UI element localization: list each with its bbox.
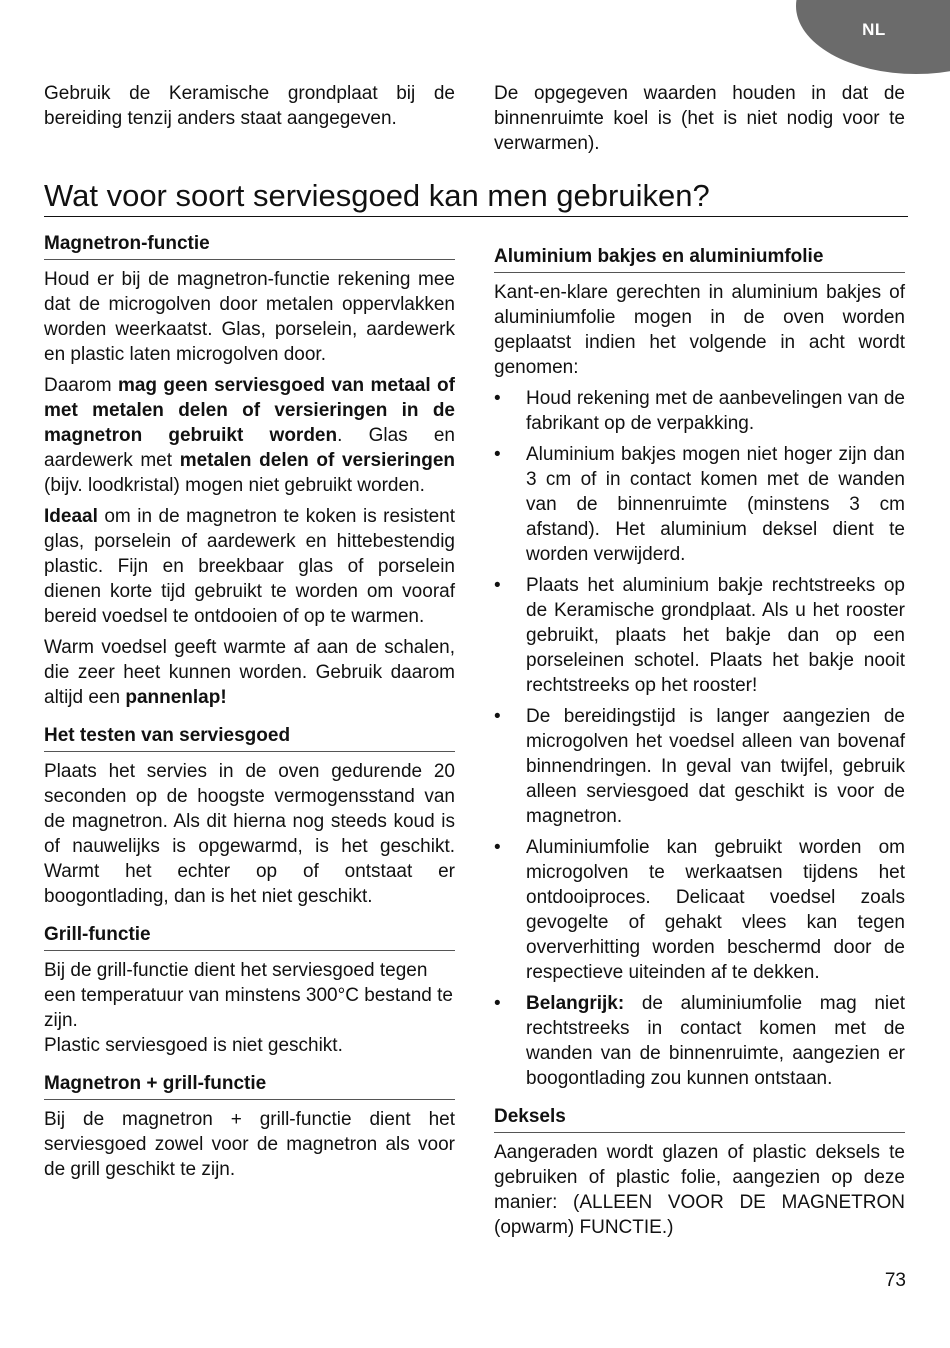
list-item-text: de aluminiumfolie mag niet rechtstreeks in contact komen met de wanden van de binnenruimte, aangezien er boogontlading zou kunnen ontstaan. (526, 993, 905, 1089)
heading-grill: Grill-functie (44, 923, 455, 951)
magnetron-p2-b: mag geen serviesgoed van metaal of met metalen delen of versieringen in de magnetron gebruikt worden (44, 375, 455, 446)
intro-right (494, 81, 905, 156)
bullet-icon: • (494, 575, 501, 596)
magnetron-p2-c: . Glas en aardewerk met (44, 425, 455, 471)
magnetron-p3-b: om in de magnetron te koken is resistent glas, porselein of aardewerk en hittebestendig plastic. Fijn en breekbaar glas of porselein dienen korte tijd gebruikt te worden om vooraf bereid voedsel te ontdooien of op te warmen. (44, 506, 455, 627)
magnetron-p4 (44, 635, 455, 710)
list-item-text: Plaats het aluminium bakje rechtstreeks op de Keramische grondplaat. Als u het rooster gebruikt, plaats het bakje dan op een porseleinen schotel. Plaats het bakje nooit rechtstreeks op het rooster! (526, 575, 905, 696)
section-testen (44, 724, 455, 909)
list-item (494, 386, 905, 436)
heading-aluminium: Aluminium bakjes en aluminiumfolie (494, 245, 905, 273)
magnetron-p2 (44, 373, 455, 498)
section-grill (44, 923, 455, 1058)
intro-right-text: De opgegeven waarden houden in dat de binnenruimte koel is (het is niet nodig voor te verwarmen). (494, 83, 905, 154)
magnetron-p2-e: (bijv. loodkristal) mogen niet gebruikt worden. (44, 475, 425, 496)
list-item (494, 835, 905, 985)
list-item (494, 573, 905, 698)
grill-p2: Plastic serviesgoed is niet geschikt. (44, 1035, 343, 1056)
list-item-bold: Belangrijk: (526, 993, 625, 1014)
section-magnetron-grill (44, 1072, 455, 1182)
language-label: NL (862, 20, 886, 39)
magnetron-p4-a: Warm voedsel geeft warmte af aan de schalen, die zeer heet kunnen worden. Gebruik daarom altijd een (44, 637, 455, 708)
bullet-icon: • (494, 837, 501, 858)
right-column (494, 245, 905, 1254)
heading-magnetron: Magnetron-functie (44, 232, 455, 260)
magnetron-grill-p1: Bij de magnetron + grill-functie dient het serviesgoed zowel voor de magnetron als voor de grill geschikt te zijn. (44, 1109, 455, 1180)
intro-left (44, 81, 455, 131)
magnetron-p3-a: Ideaal (44, 506, 98, 527)
list-item (494, 442, 905, 567)
list-item-text: Houd rekening met de aanbevelingen van de fabrikant op de verpakking. (526, 388, 905, 434)
page-number: 73 (884, 1270, 906, 1291)
bullet-icon: • (494, 993, 501, 1014)
magnetron-p3 (44, 504, 455, 629)
grill-p1: Bij de grill-functie dient het serviesgoed tegen een temperatuur van minstens 300°C bestand te zijn. (44, 960, 453, 1031)
heading-testen: Het testen van serviesgoed (44, 724, 455, 752)
list-item-text: De bereidingstijd is langer aangezien de microgolven het voedsel alleen van bovenaf binnendringen. In geval van twijfel, gebruik alleen serviesgoed dat geschikt is voor de magnetron. (526, 706, 905, 827)
bullet-icon: • (494, 388, 501, 409)
list-item-text: Aluminiumfolie kan gebruikt worden om microgolven te werkaatsen tijdens het ontdooiproces. Delicaat voedsel zoals gevogelte of gehakt vlees kan tegen oververhitting worden beschermd door de respectieve uiteinden af te dekken. (526, 837, 905, 983)
heading-deksels: Deksels (494, 1105, 905, 1133)
magnetron-p1: Houd er bij de magnetron-functie rekening mee dat de microgolven door metalen oppervlakken worden weerkaatst. Glas, porselein, aardewerk en plastic laten microgolven door. (44, 269, 455, 365)
list-item-text: Aluminium bakjes mogen niet hoger zijn dan 3 cm of in contact komen met de wanden van de binnenruimte (minstens 3 cm afstand). Het aluminium deksel dient te worden verwijderd. (526, 444, 905, 565)
page-title: Wat voor soort serviesgoed kan men gebruiken? (44, 176, 908, 217)
section-aluminium (494, 245, 905, 1091)
magnetron-p2-a: Daarom (44, 375, 118, 396)
list-item (494, 991, 905, 1091)
heading-magnetron-grill: Magnetron + grill-functie (44, 1072, 455, 1100)
left-column (44, 232, 455, 1196)
deksels-p1: Aangeraden wordt glazen of plastic deksels te gebruiken of plastic folie, aangezien op deze manier: (ALLEEN VOOR DE MAGNETRON (opwarm) FUNCTIE.) (494, 1142, 905, 1238)
intro-left-text: Gebruik de Keramische grondplaat bij de bereiding tenzij anders staat aangegeven. (44, 83, 455, 129)
section-magnetron (44, 232, 455, 710)
aluminium-p1: Kant-en-klare gerechten in aluminium bakjes of aluminiumfolie mogen in de oven worden geplaatst indien het volgende in acht wordt genomen: (494, 282, 905, 378)
bullet-icon: • (494, 706, 501, 727)
list-item (494, 704, 905, 829)
aluminium-list (494, 386, 905, 1091)
bullet-icon: • (494, 444, 501, 465)
magnetron-p4-b: pannenlap! (125, 687, 227, 708)
section-deksels (494, 1105, 905, 1240)
testen-p1: Plaats het servies in de oven gedurende 20 seconden op de hoogste vermogensstand van de magnetron. Als dit hierna nog steeds koud is of nauwelijks is opgewarmd, is het geschikt. Warmt het echter op of ontstaat er boogontlading, dan is het niet geschikt. (44, 761, 455, 907)
magnetron-p2-d: metalen delen of versieringen (179, 450, 455, 471)
